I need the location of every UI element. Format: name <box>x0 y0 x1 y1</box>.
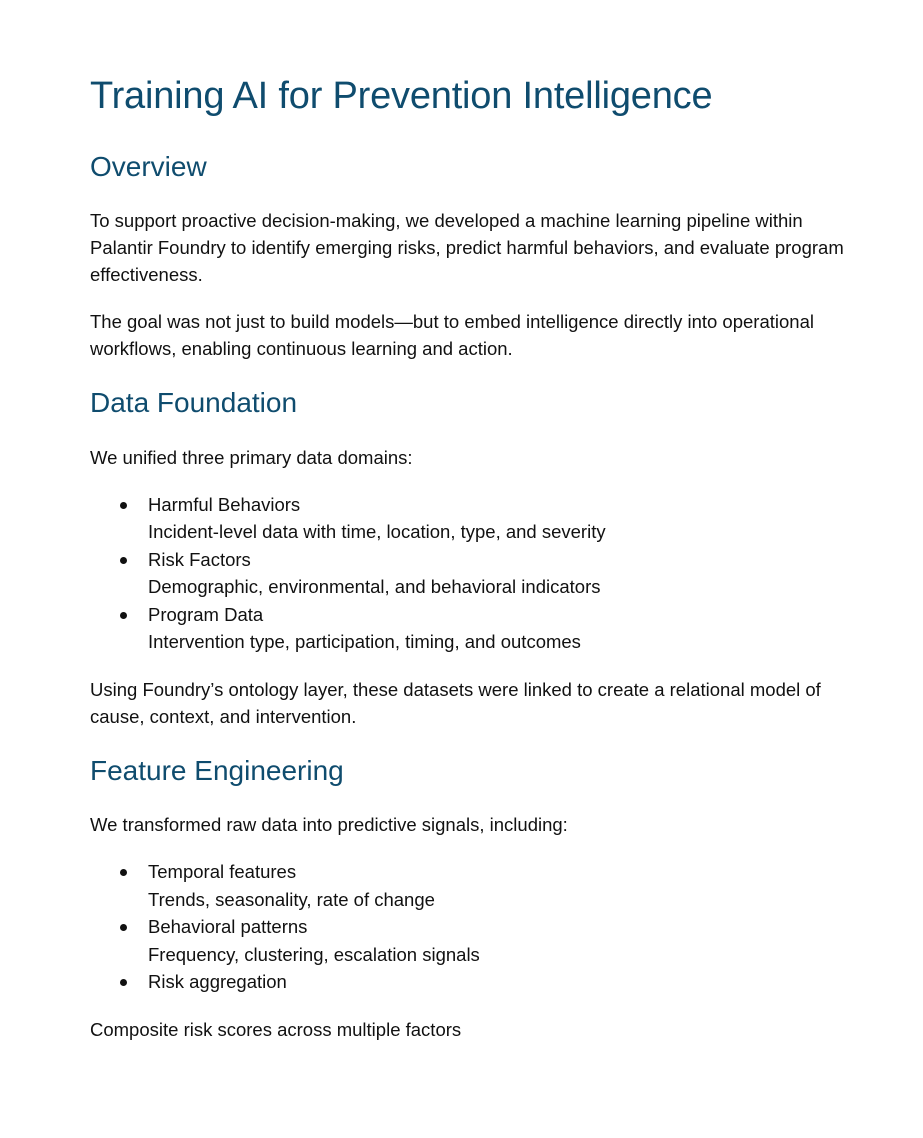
bullet-icon <box>120 557 127 564</box>
feature-list <box>90 858 853 996</box>
list-item-description: Trends, seasonality, rate of change <box>148 888 435 910</box>
list-item-title: Temporal features <box>148 861 297 883</box>
data-foundation-intro: We unified three primary data domains: <box>90 446 413 468</box>
section-heading-feature-engineering: Feature Engineering <box>90 754 344 786</box>
list-item-title: Risk Factors <box>148 548 251 570</box>
list-item-title: Behavioral patterns <box>148 916 308 938</box>
feature-engineering-intro: We transformed raw data into predictive signals, including: <box>90 814 568 836</box>
list-item <box>90 601 853 656</box>
list-item-description: Frequency, clustering, escalation signals <box>148 943 480 965</box>
list-item <box>90 491 853 546</box>
bullet-icon <box>120 869 127 876</box>
document-title: Training AI for Prevention Intelligence <box>90 75 713 117</box>
bullet-icon <box>120 979 127 986</box>
section-heading-overview: Overview <box>90 150 207 182</box>
bullet-icon <box>120 612 127 619</box>
overview-paragraph: The goal was not just to build models—but to embed intelligence directly into operational workflows, enabling continuous learning and action. <box>90 311 814 360</box>
data-foundation-outro: Using Foundry’s ontology layer, these datasets were linked to create a relational model of cause, context, and intervention. <box>90 678 821 727</box>
list-item <box>90 858 853 913</box>
data-domains-list <box>90 491 853 656</box>
list-item <box>90 546 853 601</box>
section-heading-data-foundation: Data Foundation <box>90 387 298 419</box>
bullet-icon <box>120 502 127 509</box>
list-item-title: Harmful Behaviors <box>148 493 301 515</box>
list-item-description: Intervention type, participation, timing, and outcomes <box>148 631 581 653</box>
list-item <box>90 968 853 996</box>
list-item-description: Demographic, environmental, and behavioral indicators <box>148 576 601 598</box>
list-item-title: Program Data <box>148 603 264 625</box>
bullet-icon <box>120 924 127 931</box>
list-item-description: Incident-level data with time, location, type, and severity <box>148 521 606 543</box>
feature-engineering-outro: Composite risk scores across multiple factors <box>90 1018 462 1040</box>
list-item-title: Risk aggregation <box>148 971 287 993</box>
overview-paragraph: To support proactive decision-making, we developed a machine learning pipeline within Palantir Foundry to identify emerging risks, predict harmful behaviors, and evaluate program effectiveness. <box>90 210 844 286</box>
list-item <box>90 913 853 968</box>
